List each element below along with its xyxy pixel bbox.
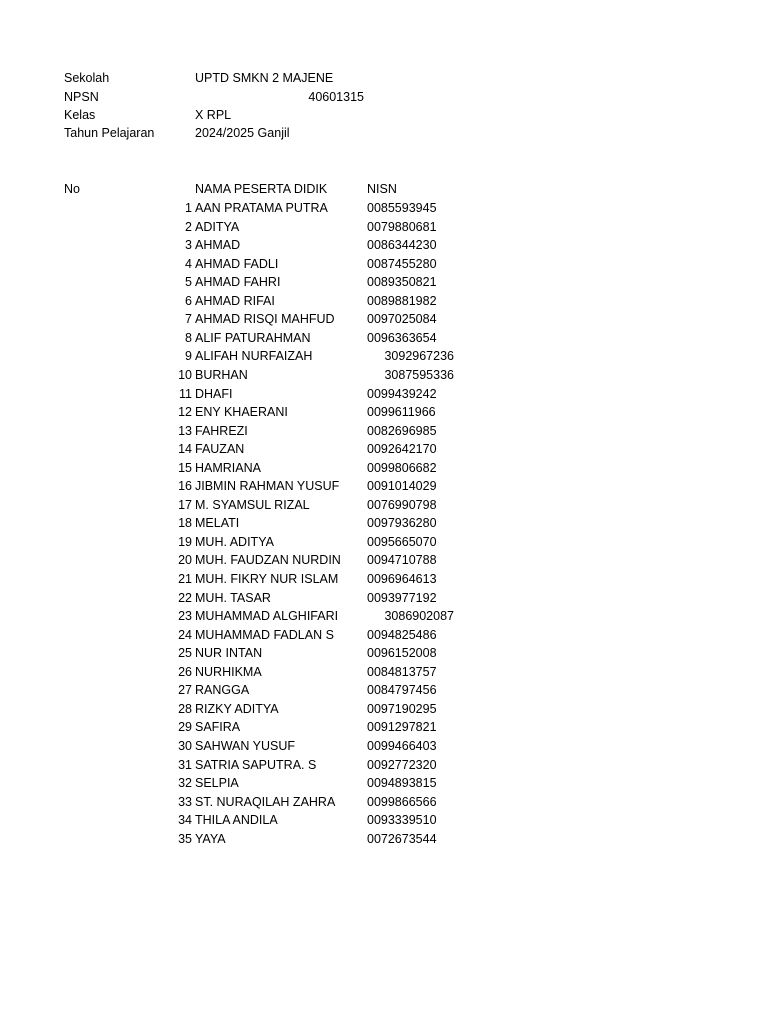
student-nisn: 0097190295 xyxy=(367,702,437,716)
student-nisn: 0096152008 xyxy=(367,646,437,660)
kelas-value: X RPL xyxy=(195,108,232,122)
student-name: HAMRIANA xyxy=(195,461,261,475)
kelas-label: Kelas xyxy=(64,108,96,122)
row-number: 34 xyxy=(178,813,192,827)
npsn-label: NPSN xyxy=(64,90,99,104)
student-name: AHMAD xyxy=(195,238,241,252)
row-number: 15 xyxy=(178,461,192,475)
student-nisn: 0099611966 xyxy=(367,405,436,419)
header-nisn: NISN xyxy=(367,182,397,196)
student-nisn: 3087595336 xyxy=(384,368,454,382)
student-nisn: 3086902087 xyxy=(384,609,454,623)
student-name: AHMAD FAHRI xyxy=(195,275,281,289)
student-name: THILA ANDILA xyxy=(195,813,278,827)
row-number: 1 xyxy=(185,201,192,215)
student-name: SAHWAN YUSUF xyxy=(195,739,296,753)
row-number: 14 xyxy=(178,442,192,456)
student-nisn: 0076990798 xyxy=(367,498,437,512)
student-name: BURHAN xyxy=(195,368,248,382)
student-name: NUR INTAN xyxy=(195,646,263,660)
student-name: SATRIA SAPUTRA. S xyxy=(195,758,317,772)
student-nisn: 0072673544 xyxy=(367,832,437,846)
row-number: 22 xyxy=(178,591,192,605)
student-nisn: 0092772320 xyxy=(367,758,437,772)
student-name: RIZKY ADITYA xyxy=(195,702,279,716)
student-name: MUH. FAUDZAN NURDIN xyxy=(195,553,341,567)
student-nisn: 0094893815 xyxy=(367,776,437,790)
row-number: 10 xyxy=(178,368,192,382)
student-nisn: 0087455280 xyxy=(367,257,437,271)
student-name: SELPIA xyxy=(195,776,239,790)
row-number: 9 xyxy=(185,349,192,363)
student-nisn: 0091014029 xyxy=(367,479,437,493)
row-number: 4 xyxy=(185,257,192,271)
row-number: 33 xyxy=(178,795,192,809)
student-nisn: 0095665070 xyxy=(367,535,437,549)
student-nisn: 0086344230 xyxy=(367,238,437,252)
student-name: ADITYA xyxy=(195,220,240,234)
row-number: 12 xyxy=(178,405,192,419)
row-number: 7 xyxy=(185,312,192,326)
student-name: MUH. TASAR xyxy=(195,591,271,605)
row-number: 24 xyxy=(178,628,192,642)
header-no: No xyxy=(64,182,80,196)
student-nisn: 0079880681 xyxy=(367,220,437,234)
row-number: 23 xyxy=(178,609,192,623)
student-name: MUH. ADITYA xyxy=(195,535,274,549)
row-number: 29 xyxy=(178,720,192,734)
student-nisn: 0096363654 xyxy=(367,331,437,345)
student-nisn: 0094825486 xyxy=(367,628,437,642)
student-name: AAN PRATAMA PUTRA xyxy=(195,201,328,215)
row-number: 26 xyxy=(178,665,192,679)
row-number: 13 xyxy=(178,424,192,438)
student-nisn: 3092967236 xyxy=(384,349,454,363)
student-nisn: 0085593945 xyxy=(367,201,437,215)
student-nisn: 0099866566 xyxy=(367,795,437,809)
row-number: 35 xyxy=(178,832,192,846)
row-number: 11 xyxy=(179,387,192,401)
student-nisn: 0093977192 xyxy=(367,591,437,605)
student-name: ENY KHAERANI xyxy=(195,405,288,419)
row-number: 3 xyxy=(185,238,192,252)
header-name: NAMA PESERTA DIDIK xyxy=(195,182,328,196)
student-name: M. SYAMSUL RIZAL xyxy=(195,498,310,512)
tahun-label: Tahun Pelajaran xyxy=(64,126,155,140)
row-number: 6 xyxy=(185,294,192,308)
student-name: MUHAMMAD ALGHIFARI xyxy=(195,609,339,623)
row-number: 25 xyxy=(178,646,192,660)
student-name: ST. NURAQILAH ZAHRA xyxy=(195,795,336,809)
student-name: AHMAD RISQI MAHFUD xyxy=(195,312,335,326)
student-name: NURHIKMA xyxy=(195,665,262,679)
row-number: 30 xyxy=(178,739,192,753)
row-number: 27 xyxy=(178,683,192,697)
student-nisn: 0084813757 xyxy=(367,665,437,679)
student-nisn: 0099439242 xyxy=(367,387,437,401)
student-name: FAUZAN xyxy=(195,442,245,456)
student-nisn: 0096964613 xyxy=(367,572,437,586)
student-nisn: 0099806682 xyxy=(367,461,437,475)
student-name: ALIF PATURAHMAN xyxy=(195,331,311,345)
student-name: JIBMIN RAHMAN YUSUF xyxy=(195,479,340,493)
student-name: ALIFAH NURFAIZAH xyxy=(195,349,313,363)
student-name: DHAFI xyxy=(195,387,233,401)
student-name: AHMAD FADLI xyxy=(195,257,279,271)
row-number: 16 xyxy=(178,479,192,493)
sekolah-label: Sekolah xyxy=(64,71,110,85)
student-nisn: 0089881982 xyxy=(367,294,437,308)
student-name: FAHREZI xyxy=(195,424,248,438)
tahun-value: 2024/2025 Ganjil xyxy=(195,126,290,140)
student-nisn: 0092642170 xyxy=(367,442,437,456)
row-number: 8 xyxy=(185,331,192,345)
row-number: 2 xyxy=(185,220,192,234)
row-number: 19 xyxy=(178,535,192,549)
sekolah-value: UPTD SMKN 2 MAJENE xyxy=(195,71,334,85)
student-name: RANGGA xyxy=(195,683,250,697)
row-number: 32 xyxy=(178,776,192,790)
student-nisn: 0094710788 xyxy=(367,553,437,567)
student-nisn: 0097936280 xyxy=(367,516,437,530)
row-number: 21 xyxy=(178,572,192,586)
student-name: SAFIRA xyxy=(195,720,241,734)
row-number: 17 xyxy=(178,498,192,512)
row-number: 28 xyxy=(178,702,192,716)
student-name: MELATI xyxy=(195,516,240,530)
student-name: MUH. FIKRY NUR ISLAM xyxy=(195,572,339,586)
student-nisn: 0082696985 xyxy=(367,424,437,438)
student-nisn: 0091297821 xyxy=(367,720,437,734)
row-number: 31 xyxy=(178,758,192,772)
student-nisn: 0099466403 xyxy=(367,739,437,753)
student-name: YAYA xyxy=(195,832,226,846)
student-nisn: 0093339510 xyxy=(367,813,437,827)
row-number: 5 xyxy=(185,275,192,289)
npsn-value: 40601315 xyxy=(308,90,364,104)
student-name: AHMAD RIFAI xyxy=(195,294,275,308)
row-number: 18 xyxy=(178,516,192,530)
student-nisn: 0097025084 xyxy=(367,312,437,326)
student-nisn: 0084797456 xyxy=(367,683,437,697)
student-nisn: 0089350821 xyxy=(367,275,437,289)
row-number: 20 xyxy=(178,553,192,567)
student-name: MUHAMMAD FADLAN S xyxy=(195,628,334,642)
